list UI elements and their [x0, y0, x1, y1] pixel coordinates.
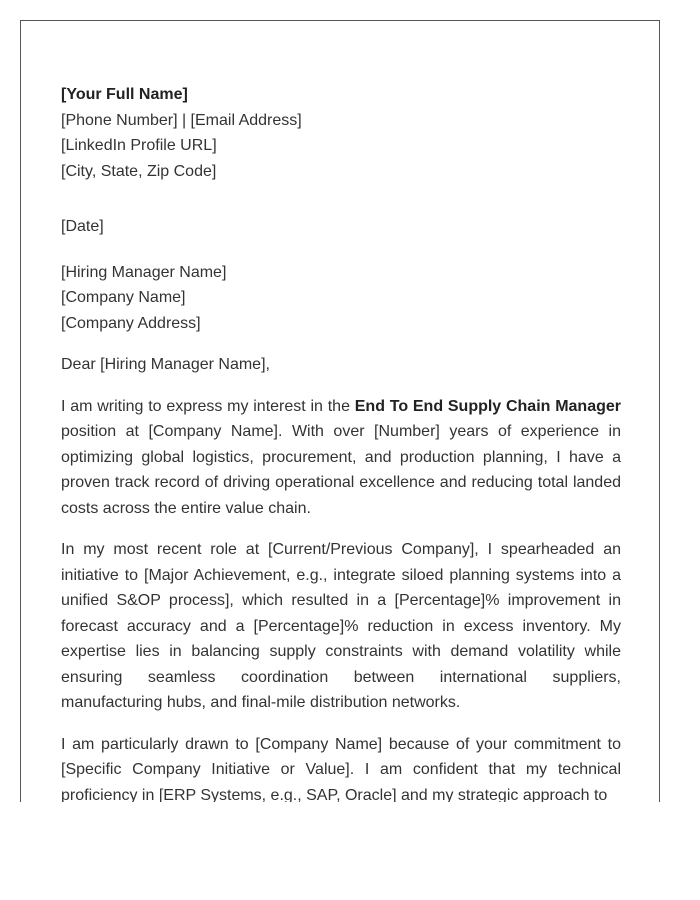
date-block [61, 214, 621, 240]
sender-phone-email: [Phone Number] | [Email Address] [61, 111, 302, 129]
recipient-company-address: [Company Address] [61, 314, 201, 332]
letter-page [20, 20, 660, 802]
paragraph-motivation: I am particularly drawn to [Company Name] because of your commitment to [Specific Company Initiative or Value]. I am confident that my technical proficiency in [ERP Systems, e.g., SAP, Oracle] and my strategic approach to [61, 735, 621, 802]
paragraph-intro-rest: position at [Company Name]. With over [Number] years of experience in optimizing global logistics, procurement, and production planning, I have a proven track record of driving operational excellence and reducing total landed costs across the entire value chain. [61, 423, 621, 517]
sender-linkedin: [LinkedIn Profile URL] [61, 137, 217, 154]
sender-block [61, 82, 621, 184]
paragraph-intro-lead: I am writing to express my interest in the [61, 397, 355, 415]
sender-location: [City, State, Zip Code] [61, 162, 217, 180]
paragraph-intro [61, 394, 621, 522]
sender-name: [Your Full Name] [61, 86, 188, 103]
job-title: End To End Supply Chain Manager [354, 397, 621, 415]
recipient-hiring-manager: [Hiring Manager Name] [61, 263, 227, 281]
letter-date: [Date] [61, 218, 104, 235]
letter-content [61, 82, 621, 802]
recipient-block [61, 260, 621, 337]
salutation: Dear [Hiring Manager Name], [61, 356, 270, 373]
paragraph-experience: In my most recent role at [Current/Previous Company], I spearheaded an initiative to [Major Achievement, e.g., integrate siloed planning systems into a unified S&OP process], which resulted in a [Percentage]% improvement in forecast accuracy and a [Percentage]% reduction in excess inventory. My expertise lies in balancing supply constraints with demand volatility while ensuring seamless coordination between international suppliers, manufacturing hubs, and final-mile distribution networks. [61, 541, 621, 711]
recipient-company-name: [Company Name] [61, 289, 186, 306]
